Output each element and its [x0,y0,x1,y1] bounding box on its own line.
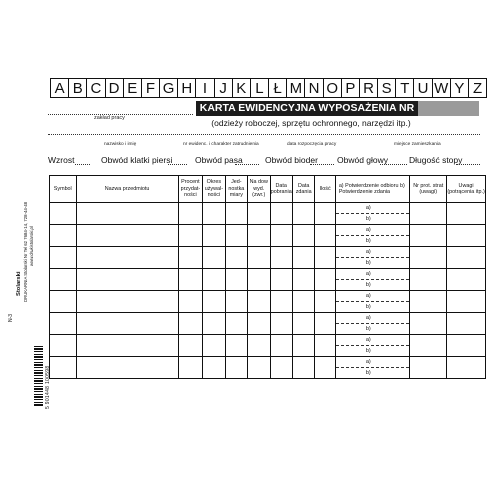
sidebar-code: N-3 [8,313,14,322]
table-cell[interactable] [292,313,314,335]
receipt-line[interactable]: a) [336,225,410,236]
alphabet-letter[interactable]: T [396,79,414,98]
confirmation-cell[interactable] [335,247,410,269]
table-row [50,225,486,247]
col-allocation: Procent przydat-ności [178,176,203,203]
table-cell[interactable] [225,357,247,379]
table-row [50,357,486,379]
table-cell[interactable] [225,291,247,313]
table-cell[interactable] [76,203,178,225]
table-cell[interactable] [447,269,486,291]
form-subtitle: (odzieży roboczej, sprzętu ochronnego, narzędzi itp.) [211,118,411,128]
table-cell[interactable] [203,291,225,313]
table-cell[interactable] [315,247,335,269]
table-cell[interactable] [410,291,447,313]
table-cell[interactable] [292,269,314,291]
table-cell[interactable] [203,203,225,225]
table-cell[interactable] [248,357,270,379]
workplace-caption: zakład pracy [94,115,125,121]
return-line[interactable]: b) [365,260,371,266]
table-cell[interactable] [315,357,335,379]
receipt-line[interactable]: a) [336,247,410,258]
alphabet-letter[interactable]: W [433,79,451,98]
col-reserve-no: Nr prot. strat (uwagi) [410,176,447,203]
table-cell[interactable] [203,335,225,357]
table-cell[interactable] [76,269,178,291]
alphabet-letter[interactable]: Ł [269,79,287,98]
table-cell[interactable] [410,247,447,269]
confirmation-cell[interactable] [335,335,410,357]
alphabet-letter[interactable]: M [287,79,305,98]
table-cell[interactable] [315,203,335,225]
col-period: Okres używal-ności [203,176,225,203]
table-cell[interactable] [203,357,225,379]
sidebar-product-line: DRUKARNIA Stolarski Nr Tel 62 7684-14, 728-44-48 [23,202,28,302]
alphabet-letter[interactable]: P [342,79,360,98]
caption-start-date: data rozpoczęcia pracy [287,142,337,147]
table-cell[interactable] [178,225,203,247]
alphabet-letter[interactable]: G [160,79,178,98]
person-line [48,134,480,135]
table-cell[interactable] [315,291,335,313]
alphabet-letter[interactable]: L [251,79,269,98]
table-cell[interactable] [178,357,203,379]
sidebar-publisher: Stolarski [16,271,22,296]
table-cell[interactable] [50,357,77,379]
measurement-chest-line[interactable] [168,164,187,165]
measurement-head: Obwód głowy [337,155,389,165]
confirmation-cell[interactable] [335,203,410,225]
col-value: Na dow wyd. (zwr.) [248,176,270,203]
table-cell[interactable] [447,247,486,269]
table-cell[interactable] [292,247,314,269]
sidebar-website: www.drukistolarski.pl [29,226,34,266]
confirmation-cell[interactable] [335,291,410,313]
measurement-height: Wzrost [48,155,75,165]
alphabet-letter[interactable]: C [87,79,105,98]
table-cell[interactable] [292,225,314,247]
col-remarks: Uwagi (potrącenia itp.) [447,176,486,203]
equipment-table [49,175,486,379]
alphabet-letter[interactable]: J [215,79,233,98]
alphabet-letter[interactable]: U [414,79,432,98]
table-cell[interactable] [315,269,335,291]
table-cell[interactable] [178,269,203,291]
table-cell[interactable] [447,335,486,357]
table-cell[interactable] [50,225,77,247]
receipt-line[interactable]: a) [336,313,410,324]
table-cell[interactable] [203,225,225,247]
table-cell[interactable] [76,225,178,247]
table-cell[interactable] [270,313,292,335]
alphabet-letter[interactable]: Y [451,79,469,98]
table-cell[interactable] [292,357,314,379]
confirmation-cell[interactable] [335,269,410,291]
table-cell[interactable] [225,335,247,357]
return-line[interactable]: b) [365,370,371,376]
receipt-line[interactable]: a) [336,291,410,302]
return-line[interactable]: b) [365,282,371,288]
return-line[interactable]: b) [365,326,371,332]
table-cell[interactable] [248,313,270,335]
confirmation-cell[interactable] [335,225,410,247]
table-cell[interactable] [76,313,178,335]
return-line[interactable]: b) [365,304,371,310]
alphabet-letter[interactable]: D [106,79,124,98]
table-row [50,269,486,291]
confirmation-cell[interactable] [335,313,410,335]
table-cell[interactable] [178,313,203,335]
table-row [50,247,486,269]
table-row [50,203,486,225]
table-cell[interactable] [447,225,486,247]
alphabet-letter[interactable]: N [305,79,323,98]
table-cell[interactable] [410,335,447,357]
alphabet-letter[interactable]: R [360,79,378,98]
alphabet-letter[interactable]: K [233,79,251,98]
alphabet-letter[interactable]: I [196,79,214,98]
alphabet-letter[interactable]: E [124,79,142,98]
confirmation-cell[interactable] [335,357,410,379]
table-cell[interactable] [248,225,270,247]
table-cell[interactable] [203,269,225,291]
table-cell[interactable] [76,291,178,313]
alphabet-letter[interactable]: A [51,79,69,98]
table-cell[interactable] [50,203,77,225]
table-cell[interactable] [225,203,247,225]
table-cell[interactable] [203,247,225,269]
table-header-row [50,176,486,203]
form-number-field[interactable] [418,101,479,116]
table-cell[interactable] [76,335,178,357]
table-cell[interactable] [292,291,314,313]
table-cell[interactable] [203,313,225,335]
table-cell[interactable] [248,269,270,291]
receipt-line[interactable]: a) [336,357,410,368]
print-sidebar [0,160,48,450]
table-cell[interactable] [248,247,270,269]
return-line[interactable]: b) [365,216,371,222]
table-cell[interactable] [50,335,77,357]
table-cell[interactable] [178,247,203,269]
receipt-line[interactable]: a) [336,269,410,280]
table-cell[interactable] [315,225,335,247]
caption-name: nazwisko i imię [104,142,137,147]
table-cell[interactable] [315,313,335,335]
table-cell[interactable] [248,335,270,357]
table-cell[interactable] [270,203,292,225]
alphabet-letter[interactable]: O [324,79,342,98]
table-cell[interactable] [270,291,292,313]
table-cell[interactable] [225,225,247,247]
table-row [50,291,486,313]
receipt-line[interactable]: a) [336,335,410,346]
measurement-hips: Obwód bioder [265,155,318,165]
table-cell[interactable] [270,269,292,291]
col-item-name: Nazwa przedmiotu [76,176,178,203]
table-cell[interactable] [447,357,486,379]
caption-workplace: miejsce zamieszkania [394,142,441,147]
col-quantity: Ilość [315,176,335,203]
measurement-chest: Obwód klatki piersi [101,155,173,165]
table-cell[interactable] [447,291,486,313]
table-cell[interactable] [50,291,77,313]
alphabet-letter[interactable]: F [142,79,160,98]
alphabet-letter[interactable]: B [69,79,87,98]
alphabet-letter[interactable]: Z [469,79,487,98]
col-issued-date: Data pobrania [270,176,292,203]
table-cell[interactable] [225,269,247,291]
barcode-digits: 5 901448 100598 [45,365,51,409]
table-cell[interactable] [178,291,203,313]
measurement-hips-line[interactable] [310,164,334,165]
table-cell[interactable] [410,203,447,225]
form-title: KARTA EWIDENCYJNA WYPOSAŻENIA NR [196,101,418,116]
table-cell[interactable] [50,313,77,335]
table-cell[interactable] [76,247,178,269]
table-cell[interactable] [410,357,447,379]
alphabet-letter[interactable]: H [178,79,196,98]
alphabet-index-strip [50,78,487,98]
barcode [34,346,43,406]
table-cell[interactable] [248,291,270,313]
measurement-waist-line[interactable] [235,164,259,165]
table-cell[interactable] [178,335,203,357]
table-cell[interactable] [410,225,447,247]
measurement-foot: Długość stopy [409,155,463,165]
table-cell[interactable] [248,203,270,225]
table-cell[interactable] [270,357,292,379]
table-cell[interactable] [178,203,203,225]
table-cell[interactable] [270,225,292,247]
table-row [50,335,486,357]
col-symbol: Symbol [50,176,77,203]
table-cell[interactable] [76,357,178,379]
table-cell[interactable] [315,335,335,357]
table-cell[interactable] [292,335,314,357]
receipt-line[interactable]: a) [336,203,410,214]
measurement-foot-line[interactable] [456,164,480,165]
alphabet-letter[interactable]: S [378,79,396,98]
return-line[interactable]: b) [365,348,371,354]
workplace-line [48,114,193,115]
table-cell[interactable] [50,269,77,291]
table-cell[interactable] [225,247,247,269]
caption-record-number: nr ewidenc. i charakter zatrudnienia [183,142,259,147]
table-cell[interactable] [225,313,247,335]
table-cell[interactable] [270,335,292,357]
col-return-date: Data zdania [292,176,314,203]
table-cell[interactable] [447,313,486,335]
measurement-waist: Obwód pasa [195,155,243,165]
table-cell[interactable] [410,269,447,291]
table-cell[interactable] [410,313,447,335]
measurement-height-line[interactable] [75,164,90,165]
table-cell[interactable] [292,203,314,225]
table-row [50,313,486,335]
table-cell[interactable] [447,203,486,225]
table-cell[interactable] [50,247,77,269]
table-cell[interactable] [270,247,292,269]
col-confirmation: a) Potwierdzenie odbioru b) Potwierdzenie zdania [335,176,410,203]
return-line[interactable]: b) [365,238,371,244]
col-unit: Jed-nostka miary [225,176,247,203]
measurement-head-line[interactable] [380,164,407,165]
